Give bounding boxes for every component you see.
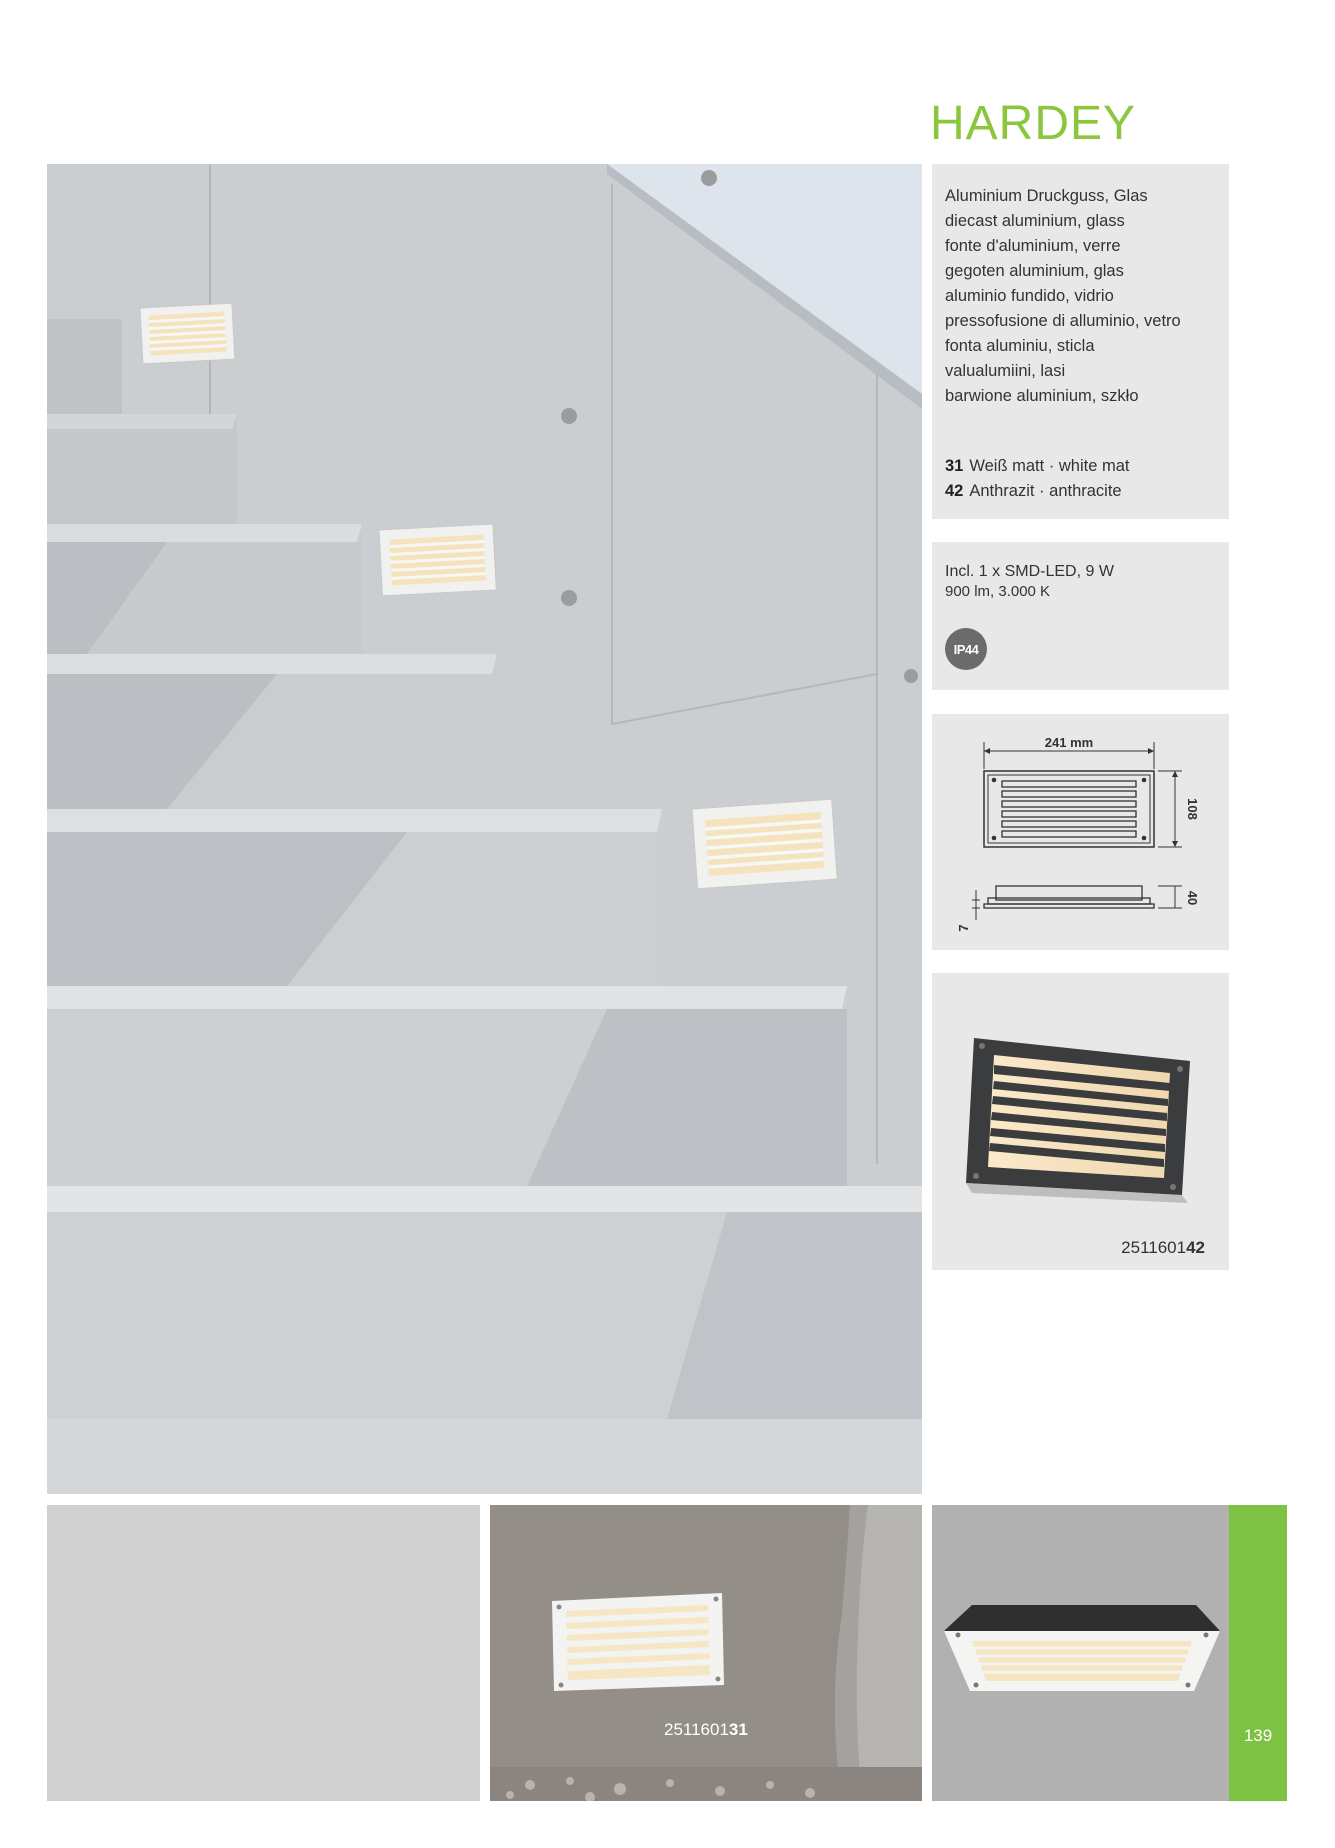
material-item: diecast aluminium, glass [945, 212, 1125, 230]
product-anthracite-icon [932, 973, 1229, 1270]
code-suffix: 42 [1186, 1238, 1205, 1257]
product-code-white [664, 1720, 748, 1740]
material-item: aluminio fundido, vidrio [945, 287, 1114, 305]
page-number: 139 [1243, 1726, 1273, 1745]
dimension-drawing-panel [932, 714, 1229, 950]
flange-label: 7 [956, 924, 971, 932]
color-label: Weiß matt · white mat [969, 457, 1130, 475]
product-anthracite-panel [932, 973, 1229, 1270]
code-suffix: 31 [728, 1720, 748, 1739]
product-code-anthracite [1121, 1238, 1205, 1258]
lumen-spec: 900 lm, 3.000 K [945, 583, 1051, 600]
code-prefix: 2511601 [664, 1720, 729, 1739]
code-prefix: 2511601 [1121, 1238, 1187, 1257]
ceiling-light-photo [932, 1505, 1229, 1801]
height-label: 108 [1185, 798, 1200, 820]
color-label: Anthrazit · anthracite [969, 482, 1122, 500]
material-item: gegoten aluminium, glas [945, 262, 1124, 280]
materials-list [945, 184, 1181, 409]
color-code: 42 [945, 482, 964, 500]
dimension-drawing-icon [932, 714, 1229, 950]
material-item: pressofusione di alluminio, vetro [945, 312, 1181, 330]
material-item: fonte d'aluminium, verre [945, 237, 1121, 255]
color-options-list [945, 454, 1130, 504]
material-item: fonta aluminiu, sticla [945, 337, 1095, 355]
depth-label: 40 [1185, 890, 1200, 906]
ip44-badge-icon: IP44 [945, 628, 987, 670]
material-item: valualumiini, lasi [945, 362, 1066, 380]
color-code: 31 [945, 457, 964, 475]
specs-panel [932, 542, 1229, 690]
empty-gray-block [47, 1505, 480, 1801]
led-spec: Incl. 1 x SMD-LED, 9 W [945, 563, 1114, 580]
materials-panel [932, 164, 1229, 519]
staircase-photo [47, 164, 922, 1494]
color-option [945, 479, 1130, 504]
width-label: 241 mm [1044, 735, 1094, 750]
material-item: barwione aluminium, szkło [945, 387, 1139, 405]
page-title: HARDEY [930, 97, 1137, 150]
color-option [945, 454, 1130, 479]
page-side-bar [1229, 1505, 1287, 1801]
wall-light-photo [490, 1505, 922, 1801]
material-item: Aluminium Druckguss, Glas [945, 187, 1148, 205]
